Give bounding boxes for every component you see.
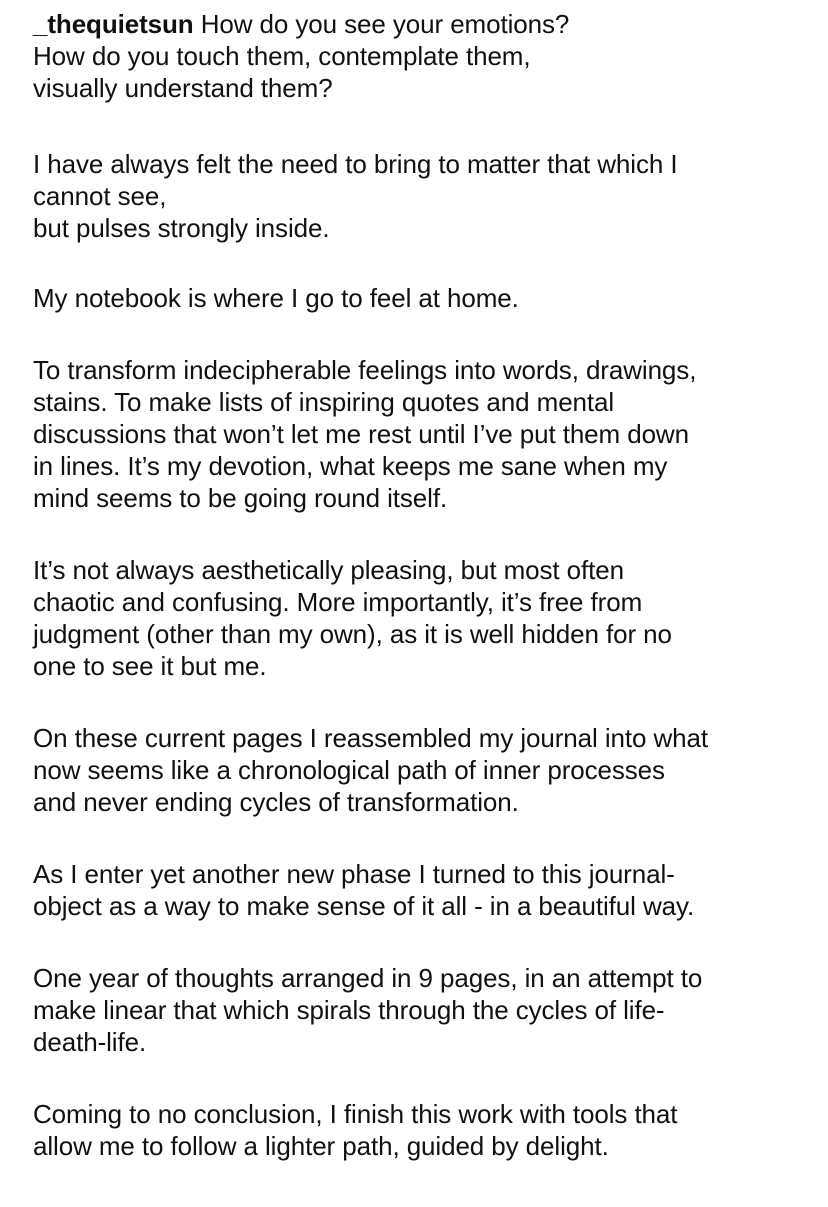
caption-paragraph-5	[33, 554, 823, 682]
caption-paragraph-7	[33, 858, 823, 922]
username-link[interactable]: _thequietsun	[33, 9, 194, 39]
caption-line: As I enter yet another new phase I turned to this journal-	[33, 859, 675, 889]
caption-line: I have always felt the need to bring to matter that which I	[33, 149, 678, 179]
caption-spacer	[33, 514, 823, 554]
caption-line: My notebook is where I go to feel at home.	[33, 283, 519, 313]
caption-paragraph-3	[33, 282, 823, 314]
post-caption	[33, 8, 823, 1162]
caption-line: judgment (other than my own), as it is well hidden for no	[33, 619, 672, 649]
caption-line: stains. To make lists of inspiring quotes and mental	[33, 387, 615, 417]
caption-paragraph-6	[33, 722, 823, 818]
caption-line: in lines. It’s my devotion, what keeps me sane when my	[33, 451, 668, 481]
caption-line: To transform indecipherable feelings into words, drawings,	[33, 355, 697, 385]
caption-line: cannot see,	[33, 181, 167, 211]
caption-spacer	[33, 682, 823, 722]
caption-line: On these current pages I reassembled my journal into what	[33, 723, 708, 753]
caption-line: visually understand them?	[33, 73, 333, 103]
caption-line: discussions that won’t let me rest until I’ve put them down	[33, 419, 689, 449]
caption-line: chaotic and confusing. More importantly, it’s free from	[33, 587, 643, 617]
caption-line: but pulses strongly inside.	[33, 213, 330, 243]
caption-line: How do you touch them, contemplate them,	[33, 41, 531, 71]
caption-text: How do you see your emotions?	[200, 9, 570, 39]
caption-line: Coming to no conclusion, I finish this work with tools that	[33, 1099, 678, 1129]
caption-line: allow me to follow a lighter path, guided by delight.	[33, 1131, 609, 1161]
caption-line: mind seems to be going round itself.	[33, 483, 448, 513]
caption-spacer	[33, 244, 823, 282]
caption-paragraph-9	[33, 1098, 823, 1162]
caption-line: and never ending cycles of transformation.	[33, 787, 519, 817]
caption-paragraph-4	[33, 354, 823, 514]
caption-paragraph-8	[33, 962, 823, 1058]
caption-line: object as a way to make sense of it all - in a beautiful way.	[33, 891, 695, 921]
caption-spacer	[33, 104, 823, 148]
caption-line: make linear that which spirals through the cycles of life-	[33, 995, 665, 1025]
caption-paragraph-2	[33, 148, 823, 244]
caption-spacer	[33, 314, 823, 354]
caption-line: one to see it but me.	[33, 651, 267, 681]
caption-line	[33, 8, 823, 40]
caption-spacer	[33, 818, 823, 858]
caption-line: It’s not always aesthetically pleasing, but most often	[33, 555, 625, 585]
caption-line: One year of thoughts arranged in 9 pages, in an attempt to	[33, 963, 703, 993]
caption-line: now seems like a chronological path of inner processes	[33, 755, 665, 785]
caption-paragraph-1	[33, 8, 823, 104]
caption-line: death-life.	[33, 1027, 147, 1057]
caption-spacer	[33, 1058, 823, 1098]
caption-spacer	[33, 922, 823, 962]
